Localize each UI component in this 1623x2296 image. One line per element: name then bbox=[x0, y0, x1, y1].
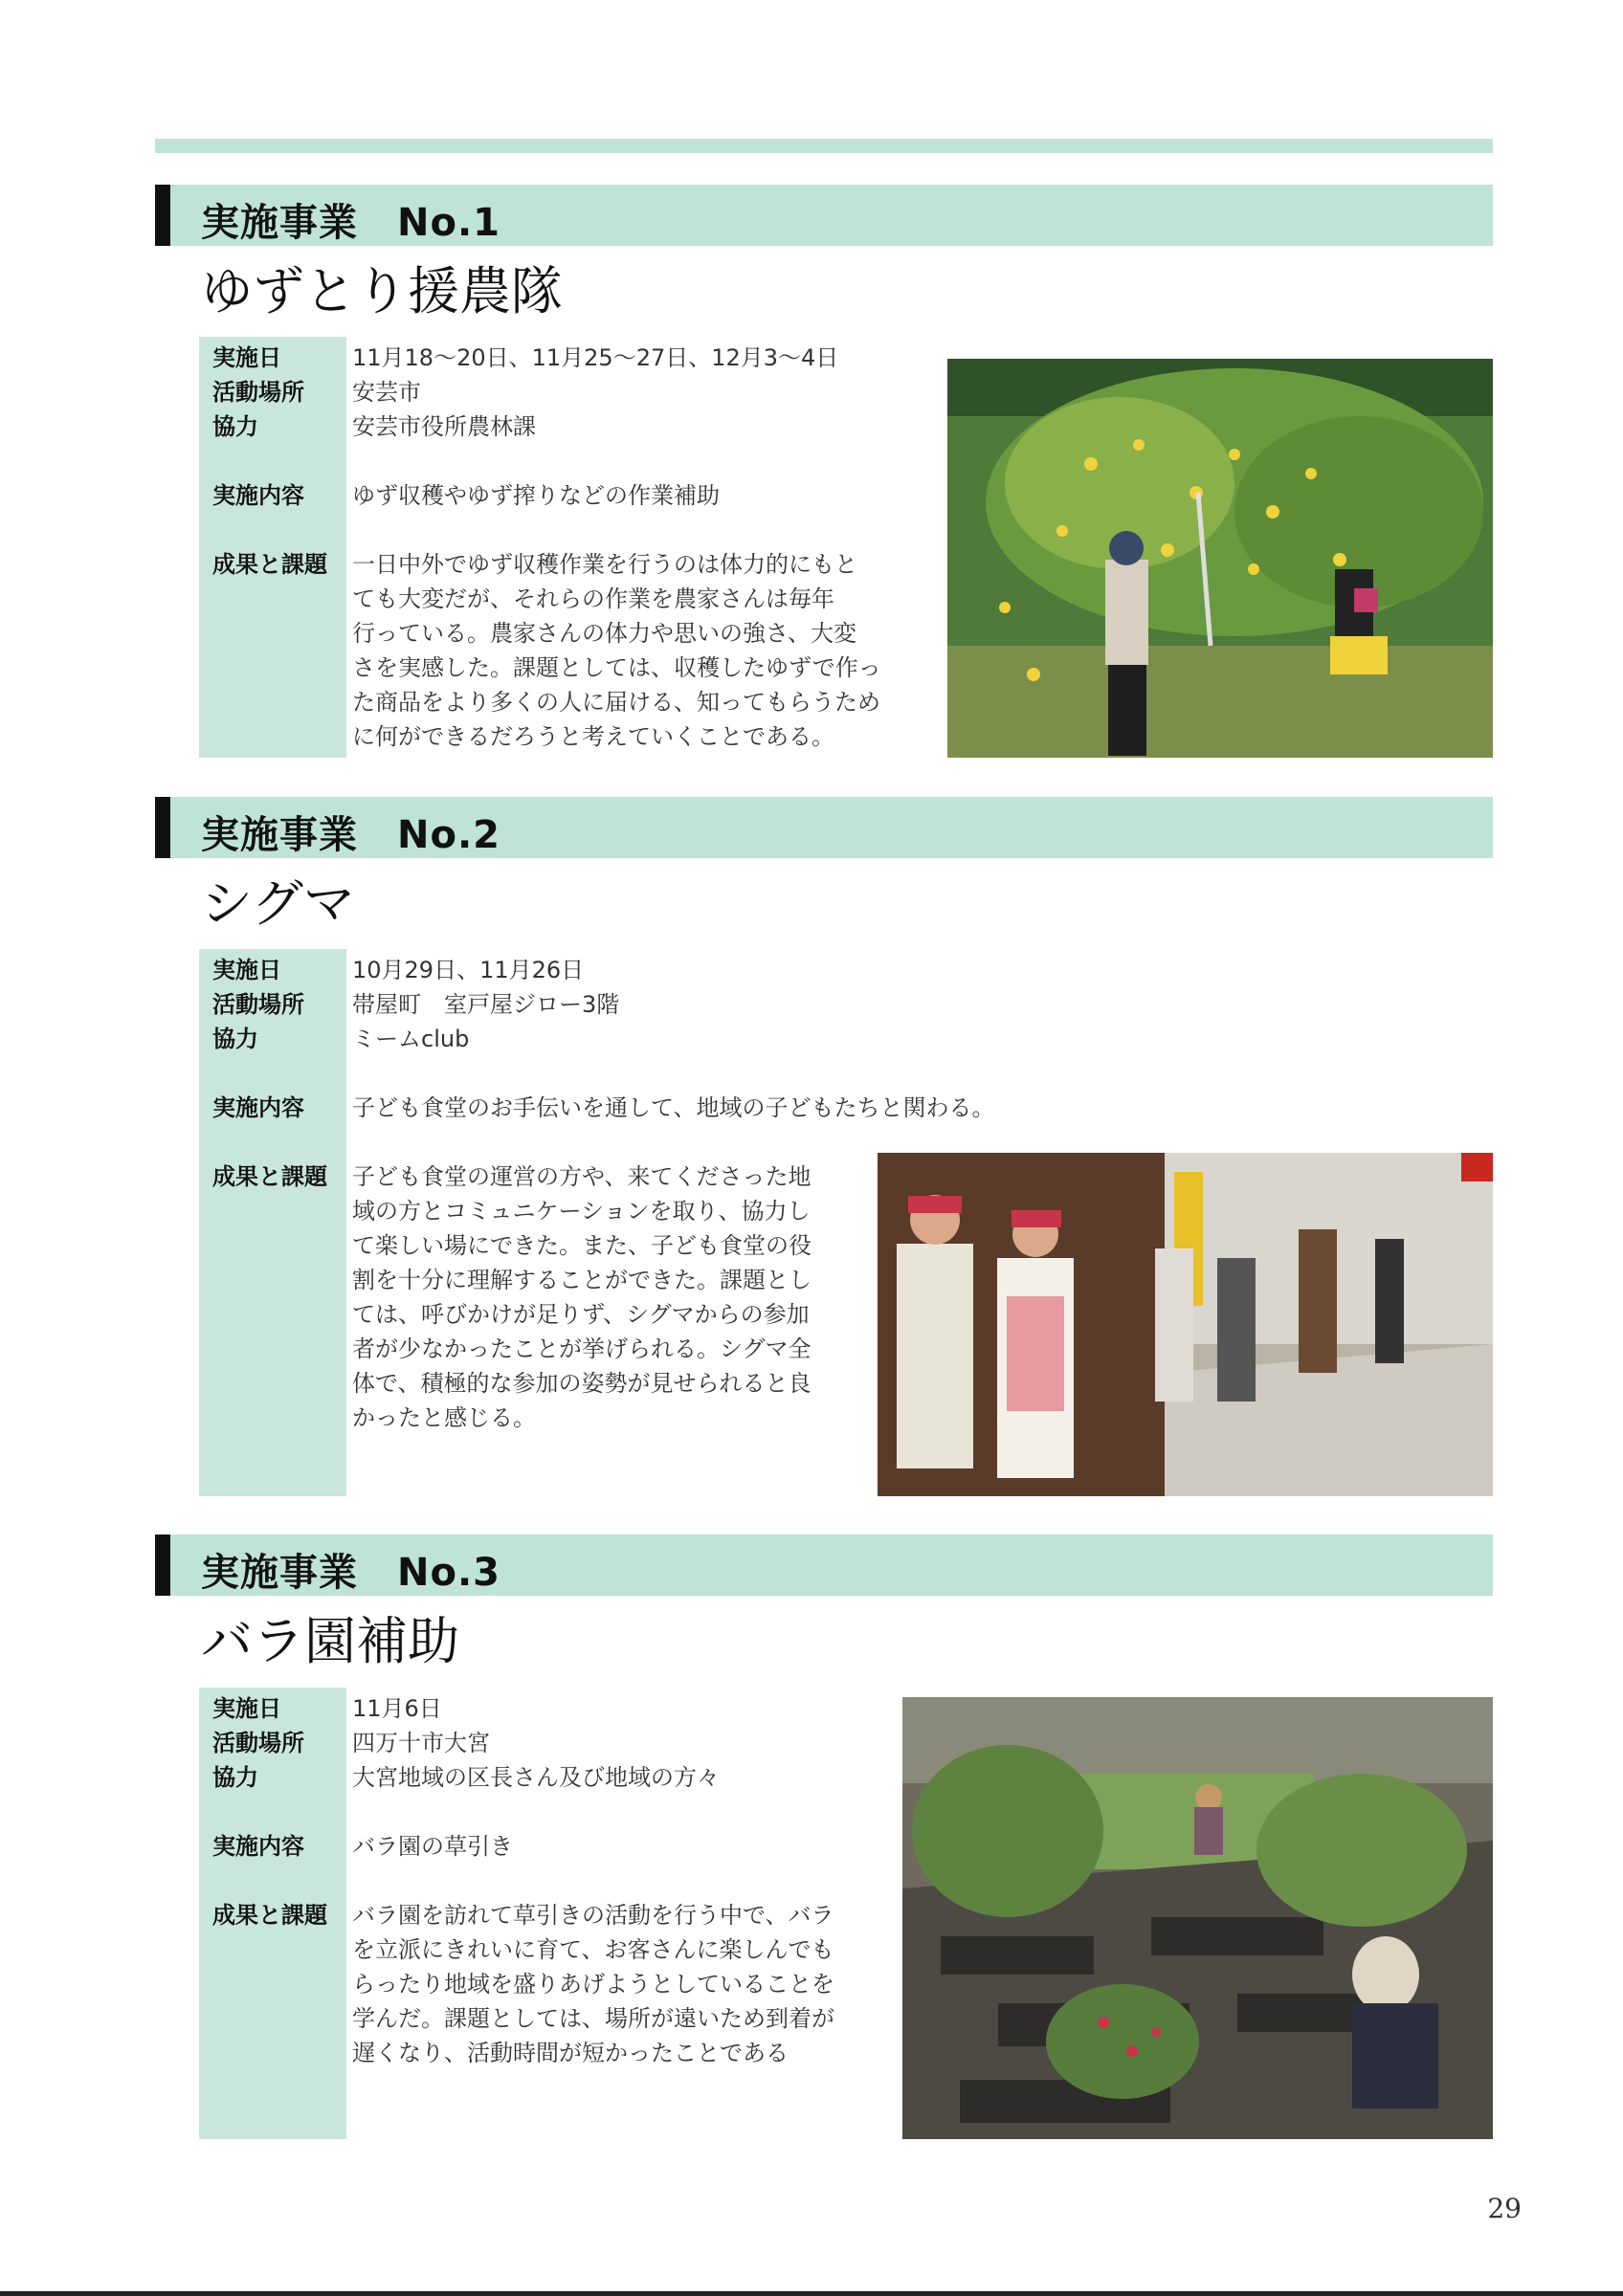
text-line: らったり地域を盛りあげようとしていることを bbox=[352, 1971, 834, 1998]
text-line: かったと感じる。 bbox=[352, 1404, 536, 1431]
field-value: 10月29日、11月26日 bbox=[352, 957, 585, 983]
section-marker bbox=[155, 797, 170, 858]
field-label-result-2: 成果と課題 bbox=[212, 1163, 327, 1190]
photo-yuzu-harvest bbox=[947, 359, 1493, 758]
text-line: 子ども食堂の運営の方や、来てくださった地 bbox=[352, 1163, 812, 1190]
section-header-1 bbox=[155, 185, 1493, 246]
field-label: 実施日 bbox=[212, 344, 281, 371]
field-label: 活動場所 bbox=[212, 379, 304, 406]
field-label: 実施内容 bbox=[212, 1094, 304, 1121]
text-line: た商品をより多くの人に届ける、知ってもらうため bbox=[352, 689, 880, 716]
text-line: 域の方とコミュニケーションを取り、協力し bbox=[352, 1198, 811, 1225]
field-value: 大宮地域の区長さん及び地域の方々 bbox=[352, 1764, 720, 1791]
text-line: ては、呼びかけが足りず、シグマからの参加 bbox=[352, 1301, 810, 1328]
photo-kids-cafeteria bbox=[878, 1153, 1493, 1496]
text-line: 一日中外でゆず収穫作業を行うのは体力的にもと bbox=[352, 551, 857, 578]
field-label: 協力 bbox=[212, 1026, 258, 1052]
field-value: 11月6日 bbox=[352, 1695, 442, 1722]
result-text-3 bbox=[352, 1898, 834, 2070]
section-header-3 bbox=[155, 1534, 1493, 1596]
field-label: 活動場所 bbox=[212, 991, 304, 1018]
field-label: 実施日 bbox=[212, 957, 281, 983]
text-line: 割を十分に理解することができた。課題とし bbox=[352, 1267, 812, 1293]
field-value: 安芸市役所農林課 bbox=[352, 413, 536, 440]
text-line: 学んだ。課題としては、場所が遠いため到着が bbox=[352, 2005, 834, 2032]
field-label: 実施内容 bbox=[212, 1833, 304, 1860]
field-value: ミームclub bbox=[352, 1026, 470, 1052]
field-value: ゆず収穫やゆず搾りなどの作業補助 bbox=[352, 482, 720, 509]
field-label: 協力 bbox=[212, 1764, 258, 1791]
result-text-2 bbox=[352, 1159, 812, 1435]
field-label-result-3: 成果と課題 bbox=[212, 1902, 327, 1929]
field-value: 帯屋町 室戸屋ジロー3階 bbox=[352, 991, 620, 1018]
field-value: 四万十市大宮 bbox=[352, 1730, 490, 1756]
section-header-2 bbox=[155, 797, 1493, 858]
field-value: 11月18～20日、11月25～27日、12月3～4日 bbox=[352, 344, 839, 371]
bottom-rule bbox=[0, 2291, 1623, 2296]
photo-rose-garden bbox=[902, 1697, 1493, 2139]
section-title-2: シグマ bbox=[201, 873, 355, 934]
text-line: て楽しい場にできた。また、子ども食堂の役 bbox=[352, 1232, 812, 1259]
section-number-label: 実施事業 No.2 bbox=[201, 813, 500, 857]
section-title-1: ゆずとり援農隊 bbox=[201, 261, 563, 321]
field-value: バラ園の草引き bbox=[352, 1833, 513, 1860]
field-value: 子ども食堂のお手伝いを通して、地域の子どもたちと関わる。 bbox=[352, 1094, 995, 1121]
field-value: 安芸市 bbox=[352, 379, 421, 406]
section-number-label: 実施事業 No.3 bbox=[201, 1551, 500, 1595]
section-marker bbox=[155, 185, 170, 246]
text-line: 行っている。農家さんの体力や思いの強さ、大変 bbox=[352, 620, 857, 647]
text-line: 者が少なかったことが挙げられる。シグマ全 bbox=[352, 1336, 812, 1362]
field-label: 協力 bbox=[212, 413, 258, 440]
result-text-1 bbox=[352, 547, 881, 754]
page-number: 29 bbox=[1487, 2193, 1522, 2224]
text-line: 体で、積極的な参加の姿勢が見せられると良 bbox=[352, 1370, 812, 1397]
text-line: ても大変だが、それらの作業を農家さんは毎年 bbox=[352, 585, 834, 612]
text-line: を立派にきれいに育て、お客さんに楽しんでも bbox=[352, 1936, 834, 1963]
field-label: 活動場所 bbox=[212, 1730, 304, 1756]
section-number-label: 実施事業 No.1 bbox=[201, 201, 500, 245]
field-label: 実施日 bbox=[212, 1695, 281, 1722]
section-title-3: バラ園補助 bbox=[201, 1611, 459, 1671]
text-line: 遅くなり、活動時間が短かったことである bbox=[352, 2040, 789, 2066]
top-accent-bar bbox=[155, 139, 1493, 153]
section-marker bbox=[155, 1534, 170, 1596]
field-label: 実施内容 bbox=[212, 482, 304, 509]
text-line: バラ園を訪れて草引きの活動を行う中で、バラ bbox=[352, 1902, 834, 1929]
text-line: さを実感した。課題としては、収穫したゆずで作っ bbox=[352, 654, 881, 681]
text-line: に何ができるだろうと考えていくことである。 bbox=[352, 723, 834, 750]
field-label-result-1: 成果と課題 bbox=[212, 551, 327, 578]
